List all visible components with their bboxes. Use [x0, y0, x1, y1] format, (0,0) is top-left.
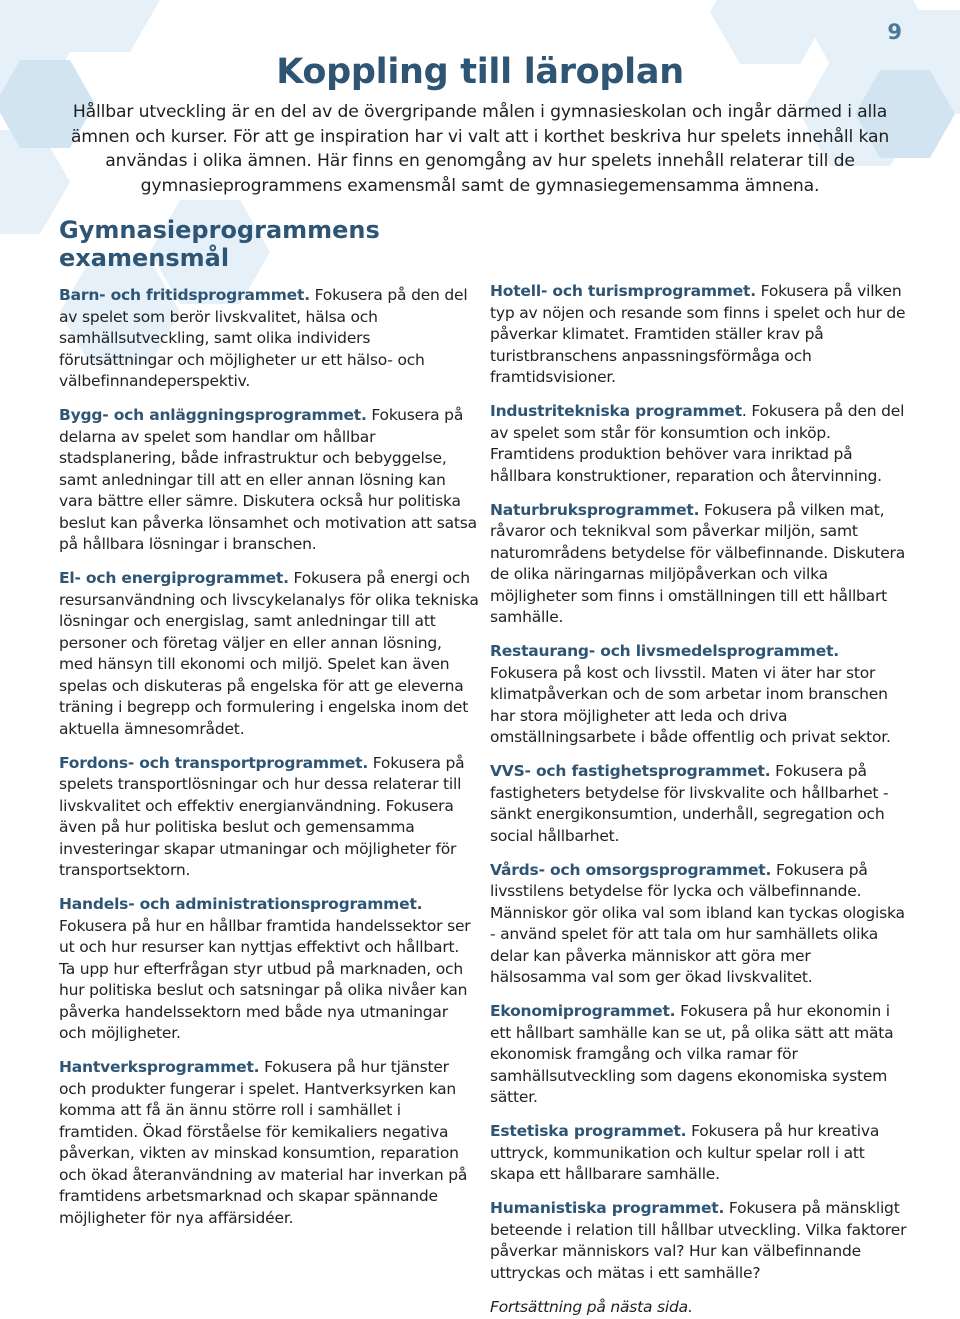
program-entry [59, 568, 479, 740]
program-title: Hantverksprogrammet. [59, 1058, 260, 1076]
program-text: Fokusera på spelets transportlösningar och hur dessa relaterar till livskvalitet och effektiv energianvändning. Fokusera även på hur politiska beslut och gemensamma investeringar skapar utmaningar och möjligheter för transportsektorn. [59, 753, 465, 879]
program-entry [59, 285, 479, 393]
program-title: Hotell- och turismprogrammet. [490, 282, 756, 300]
program-text: Fokusera på livsstilens betydelse för lycka och välbefinnande. Människor gör olika val som ibland kan tyckas ologiska - använd spelet för att tala om hur samhällets olika delar kan påverka människor att göra mer hälsosamma val som ger ökad livskvalitet. [490, 860, 905, 986]
program-entry [490, 500, 908, 629]
program-entry [490, 1001, 908, 1109]
page-number: 9 [887, 20, 902, 44]
program-text: Fokusera på hur ekonomin i ett hållbart samhälle kan se ut, på olika sätt att mäta ekonomisk framgång och vilka ramar för samhällsutveckling som dagens ekonomiska system sätter. [490, 1002, 894, 1106]
program-text: . Fokusera på den del av spelet som står för konsumtion och inköp. Framtidens produktion behöver vara inriktad på hållbara konstruktioner, reparation och återvinning. [490, 402, 905, 485]
program-title: VVS- och fastighetsprogrammet. [490, 762, 771, 780]
program-title: Naturbruksprogrammet. [490, 500, 700, 519]
program-title: Barn- och fritidsprogrammet. [59, 286, 310, 304]
program-entry [59, 1057, 479, 1229]
program-entry [59, 753, 479, 882]
program-text: Fokusera på vilken typ av nöjen och resande som finns i spelet och hur de påverkar klimatet. Framtiden ställer krav på turistbranschens anpassningsförmåga och framtidsvisioner. [490, 282, 906, 386]
program-text: Fokusera på vilken mat, råvaror och teknikval som påverkar miljön, samt naturområdens betydelse för välbefinnande. Diskutera de olika näringarnas miljöpåverkan och vilka möjligheter som finns i omställningen till ett hållbart samhälle. [490, 500, 906, 626]
program-text: Fokusera på den del av spelet som berör livskvalitet, hälsa och samhällsutveckling, samt olika individers förutsättningar och möjligheter ur ett hälso- och välbefinnandeperspektiv. [59, 286, 468, 390]
program-text: Fokusera på delarna av spelet som handlar om hållbar stadsplanering, både infrastruktur och bebyggelse, samt anledningar till att en eller annan lösning kan vara bättre eller sämre. Diskutera också hur politiska beslut kan påverka lönsamhet och motivation att satsa på hållbara lösningar i branschen. [59, 406, 477, 553]
intro-paragraph: Hållbar utveckling är en del av de övergripande målen i gymnasieskolan och ingår därmed i alla ämnen och kurser. För att ge inspiration har vi valt att i korthet beskriva hur spelets innehåll kan användas i olika ämnen. Här finns en genomgång av hur spelets innehåll relaterar till de gymnasieprogrammens examensmål samt de gymnasiegemensamma ämnena. [70, 102, 890, 196]
program-entry [490, 401, 908, 487]
program-entry [490, 860, 908, 989]
program-text: Fokusera på hur kreativa uttryck, kommunikation och kultur spelar roll i att skapa ett hållbarare samhälle. [490, 1122, 880, 1183]
program-entry [490, 1121, 908, 1186]
program-title: Industritekniska programmet [490, 402, 742, 420]
program-entry [490, 761, 908, 847]
program-title: Handels- och administrationsprogrammet. [59, 895, 423, 913]
program-text: Fokusera på hur tjänster och produkter fungerar i spelet. Hantverksyrken kan komma att få än ännu större roll i samhället i framtiden. Ökad förståelse för kemikaliers negativa påverkan, vikten av minskad konsumtion, reparation och ökad återanvändning av material har inverkan på framtidens arbetsmarknad och skapar spännande möjligheter för nya affärsidéer. [59, 1058, 468, 1227]
right-column [490, 281, 908, 1319]
program-text: Fokusera på kost och livsstil. Maten vi äter har stor klimatpåverkan och de som arbetar inom branschen har stora möjligheter att leda och driva omställningsarbete i både offentlig och privat sektor. [490, 663, 891, 746]
program-text: Fokusera på mänskligt beteende i relation till hållbar utveckling. Vilka faktorer påverkar människors val? Hur kan välbefinnande uttryckas och mätas i ett samhälle? [490, 1199, 907, 1282]
program-entry [59, 894, 479, 1045]
program-title: Estetiska programmet. [490, 1122, 687, 1140]
program-text: Fokusera på fastigheters betydelse för livskvalite och hållbarhet - sänkt energikonsumtion, underhåll, segregation och social hållbarhet. [490, 762, 889, 845]
continuation-note: Fortsättning på nästa sida. [490, 1298, 693, 1316]
program-title: Ekonomiprogrammet. [490, 1002, 676, 1020]
program-entry [490, 1198, 908, 1284]
program-title: El- och energiprogrammet. [59, 569, 289, 587]
section-heading: Gymnasieprogrammens examensmål [59, 216, 380, 272]
program-title: Restaurang- och livsmedelsprogrammet. [490, 642, 839, 660]
program-text: Fokusera på hur en hållbar framtida handelssektor ser ut och hur resurser kan nyttjas effektivt och hållbart. Ta upp hur efterfrågan styr utbud på marknaden, och hur politiska beslut och satsningar på olika nivåer kan påverka handelssektorn med både nya utmaningar och möjligheter. [59, 916, 471, 1042]
program-title: Vårds- och omsorgsprogrammet. [490, 860, 772, 879]
program-text: Fokusera på energi och resursanvändning och livscykelanalys för olika tekniska lösningar och energislag, samt anledningar till att personer och företag väljer en eller annan lösning, med hänsyn till ekonomi och miljö. Spelet kan även spelas och diskuteras på engelska för att ge eleverna träning i begrepp och formulering i engelska inom det aktuella ämnesområdet. [59, 569, 479, 738]
program-title: Humanistiska programmet. [490, 1199, 725, 1217]
program-title: Bygg- och anläggningsprogrammet. [59, 406, 367, 424]
program-entry [59, 405, 479, 556]
program-title: Fordons- och transportprogrammet. [59, 753, 369, 772]
page-title: Koppling till läroplan [276, 52, 684, 92]
program-entry [490, 281, 908, 389]
program-entry [490, 641, 908, 749]
left-column [59, 285, 479, 1242]
